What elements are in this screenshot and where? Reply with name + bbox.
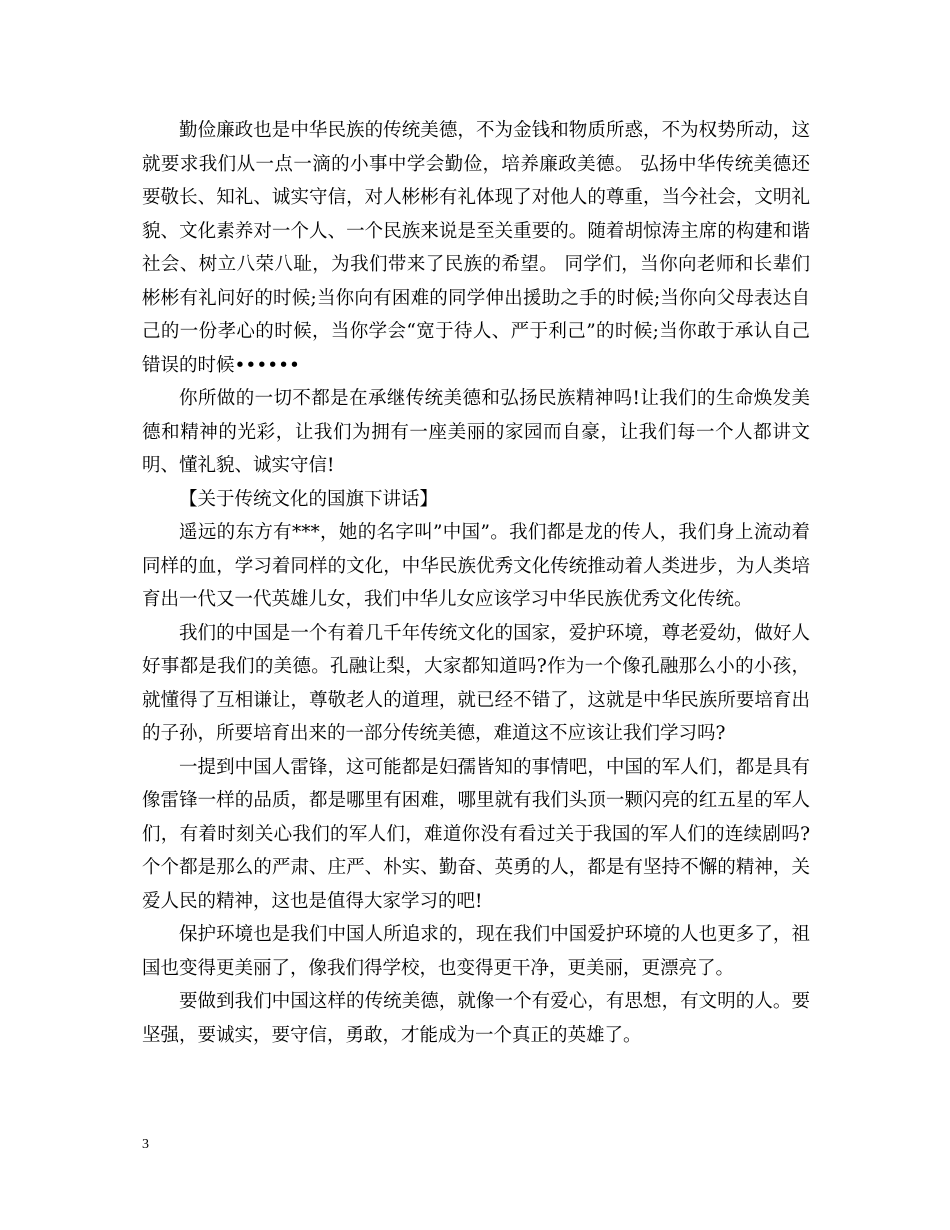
document-body — [142, 114, 810, 1052]
paragraph-lei-feng: 一提到中国人雷锋，这可能都是妇孺皆知的事情吧，中国的军人们，都是具有像雷锋一样的品质，都是哪里有困难，哪里就有我们头顶一颗闪亮的红五星的军人们，有着时刻关心我们的军人们，难道你没有看过关于我国的军人们的连续剧吗?个个都是那么的严肃、庄严、朴实、勤奋、英勇的人，都是有坚持不懈的精神，关爱人民的精神，这也是值得大家学习的吧! — [142, 756, 810, 912]
page-number: 3 — [142, 1137, 149, 1152]
paragraph-environment: 保护环境也是我们中国人所追求的，现在我们中国爱护环境的人也更多了，祖国也变得更美丽了，像我们得学校，也变得更干净，更美丽，更漂亮了。 — [142, 924, 810, 979]
paragraph-hero: 要做到我们中国这样的传统美德，就像一个有爱心，有思想，有文明的人。要坚强，要诚实，要守信，勇敢，才能成为一个真正的英雄了。 — [142, 991, 810, 1046]
paragraph-distant-east: 遥远的东方有***，她的名字叫”中国”。我们都是龙的传人，我们身上流动着同样的血，学习着同样的文化，中华民族优秀文化传统推动着人类进步，为人类培育出一代又一代英雄儿女，我们中华儿女应该学习中华民族优秀文化传统。 — [142, 522, 810, 610]
section-heading: 【关于传统文化的国旗下讲话】 — [179, 488, 439, 510]
paragraph-inherit-virtues: 你所做的一切不都是在承继传统美德和弘扬民族精神吗!让我们的生命焕发美德和精神的光彩，让我们为拥有一座美丽的家园而自豪，让我们每一个人都讲文明、懂礼貌、诚实守信! — [142, 388, 810, 476]
paragraph-kong-rong: 我们的中国是一个有着几千年传统文化的国家，爱护环境，尊老爱幼，做好人好事都是我们的美德。孔融让梨，大家都知道吗?作为一个像孔融那么小的小孩，就懂得了互相谦让，尊敬老人的道理，就已经不错了，这就是中华民族所要培育出的子孙，所要培育出来的一部分传统美德，难道这不应该让我们学习吗? — [142, 622, 810, 744]
paragraph-thrift-integrity: 勤俭廉政也是中华民族的传统美德，不为金钱和物质所惑，不为权势所动，这就要求我们从一点一滴的小事中学会勤俭，培养廉政美德。 弘扬中华传统美德还要敬长、知礼、诚实守信，对人彬彬有礼体现了对他人的尊重，当今社会，文明礼貌、文化素养对一个人、一个民族来说是至关重要的。随着胡惊涛主席的构建和谐社会、树立八荣八耻，为我们带来了民族的希望。 同学们，当你向老师和长辈们彬彬有礼问好的时候;当你向有困难的同学伸出援助之手的时候;当你向父母表达自己的一份孝心的时候，当你学会“宽于待人、严于利己”的时候;当你敢于承认自己错误的时候•••••• — [142, 120, 810, 376]
